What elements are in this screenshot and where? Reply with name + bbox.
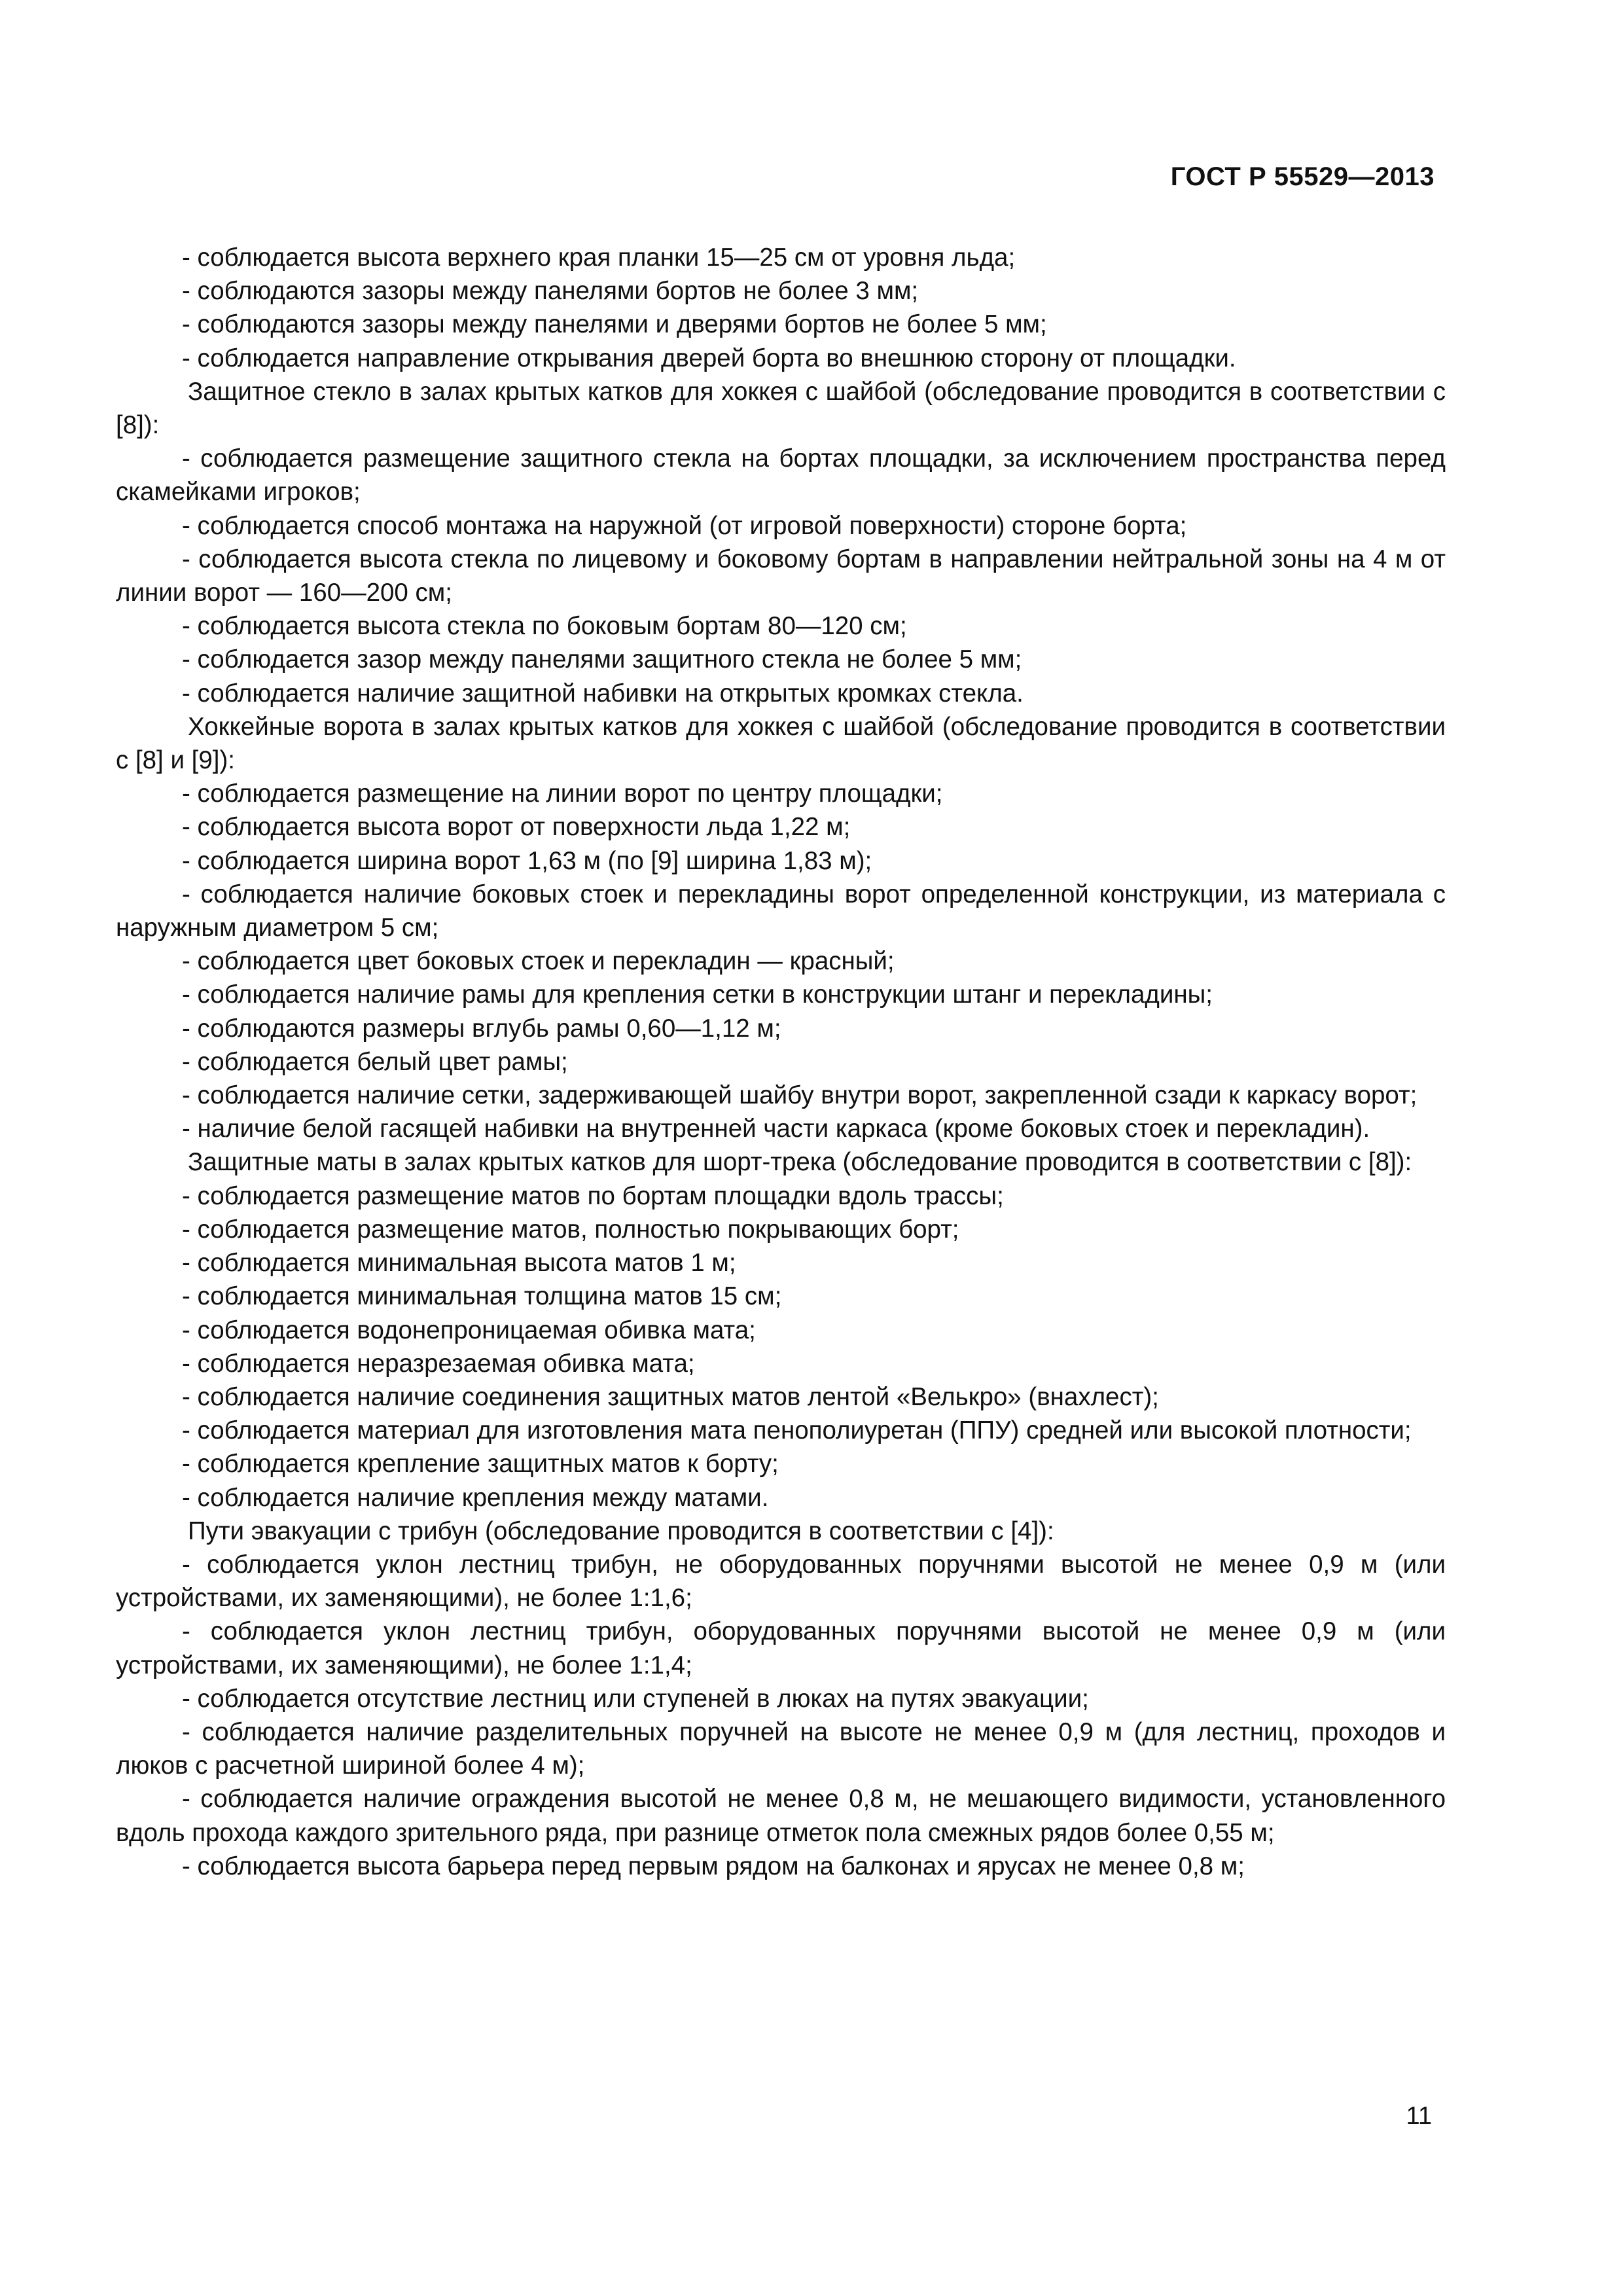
requirement-list-item: - соблюдается уклон лестниц трибун, оборудованных поручнями высотой не менее 0,9 м (или устройствами, их заменяющими), не более 1:1,4; <box>116 1617 1446 1679</box>
requirement-list-item: - соблюдается уклон лестниц трибун, не оборудованных поручнями высотой не менее 0,9 м (или устройствами, их заменяющими), не более 1:1,6; <box>116 1550 1446 1613</box>
requirement-list-item: - соблюдается высота стекла по лицевому и боковому бортам в направлении нейтральной зоны на 4 м от линии ворот — 160—200 см; <box>116 545 1446 607</box>
section-intro-paragraph: Пути эвакуации с трибун (обследование проводится в соответствии с [4]): <box>188 1516 1054 1545</box>
requirement-list-item: - соблюдается материал для изготовления мата пенополиуретан (ППУ) средней или высокой плотности; <box>182 1416 1412 1445</box>
requirement-list-item: - соблюдается высота барьера перед первым рядом на балконах и ярусах не менее 0,8 м; <box>182 1852 1245 1880</box>
requirement-list-item: - соблюдаются зазоры между панелями бортов не более 3 мм; <box>182 277 919 306</box>
section-intro-paragraph: Защитные маты в залах крытых катков для шорт-трека (обследование проводится в соответствии с [8]): <box>188 1148 1412 1177</box>
requirement-list-item: - соблюдаются размеры вглубь рамы 0,60—1,12 м; <box>182 1014 781 1043</box>
requirement-list-item: - соблюдается размещение матов, полностью покрывающих борт; <box>182 1215 959 1244</box>
document-body <box>116 241 1446 1883</box>
requirement-list-item: - соблюдается высота ворот от поверхности льда 1,22 м; <box>182 813 851 842</box>
requirement-list-item: - соблюдаются зазоры между панелями и дверями бортов не более 5 мм; <box>182 310 1047 339</box>
requirement-list-item: - соблюдается высота стекла по боковым бортам 80—120 см; <box>182 612 907 641</box>
requirement-list-item: - наличие белой гасящей набивки на внутренней части каркаса (кроме боковых стоек и перекладин). <box>182 1115 1370 1143</box>
requirement-list-item: - соблюдается наличие боковых стоек и перекладины ворот определенной конструкции, из материала с наружным диаметром 5 см; <box>116 880 1446 942</box>
requirement-list-item: - соблюдается ширина ворот 1,63 м (по [9] ширина 1,83 м); <box>182 846 872 875</box>
section-intro-paragraph: Хоккейные ворота в залах крытых катков для хоккея с шайбой (обследование проводится в соответствии с [8] и [9]): <box>116 712 1446 775</box>
requirement-list-item: - соблюдается зазор между панелями защитного стекла не более 5 мм; <box>182 645 1022 674</box>
requirement-list-item: - соблюдается способ монтажа на наружной (от игровой поверхности) стороне борта; <box>182 511 1187 540</box>
requirement-list-item: - соблюдается размещение на линии ворот по центру площадки; <box>182 780 943 808</box>
requirement-list-item: - соблюдается размещение матов по бортам площадки вдоль трассы; <box>182 1181 1004 1210</box>
requirement-list-item: - соблюдается наличие соединения защитных матов лентой «Велькро» (внахлест); <box>182 1382 1159 1411</box>
page-number: 11 <box>1406 2102 1432 2130</box>
requirement-list-item: - соблюдается наличие сетки, задерживающей шайбу внутри ворот, закрепленной сзади к каркасу ворот; <box>182 1081 1418 1110</box>
section-intro-paragraph: Защитное стекло в залах крытых катков для хоккея с шайбой (обследование проводится в соответствии с [8]): <box>116 377 1446 440</box>
requirement-list-item: - соблюдается белый цвет рамы; <box>182 1047 568 1076</box>
requirement-list-item: - соблюдается направление открывания дверей борта во внешнюю сторону от площадки. <box>182 344 1236 372</box>
requirement-list-item: - соблюдается наличие разделительных поручней на высоте не менее 0,9 м (для лестниц, проходов и люков с расчетной шириной более 4 м); <box>116 1717 1446 1780</box>
requirement-list-item: - соблюдается крепление защитных матов к борту; <box>182 1450 779 1479</box>
requirement-list-item: - соблюдается минимальная толщина матов 15 см; <box>182 1282 782 1311</box>
standard-code-header: ГОСТ Р 55529—2013 <box>1170 162 1435 191</box>
requirement-list-item: - соблюдается наличие рамы для крепления сетки в конструкции штанг и перекладины; <box>182 980 1213 1009</box>
requirement-list-item: - соблюдается наличие защитной набивки на открытых кромках стекла. <box>182 679 1024 708</box>
requirement-list-item: - соблюдается минимальная высота матов 1 м; <box>182 1249 736 1278</box>
requirement-list-item: - соблюдается наличие крепления между матами. <box>182 1483 769 1512</box>
requirement-list-item: - соблюдается цвет боковых стоек и перекладин — красный; <box>182 947 895 976</box>
requirement-list-item: - соблюдается размещение защитного стекла на бортах площадки, за исключением пространства перед скамейками игроков; <box>116 444 1446 507</box>
requirement-list-item: - соблюдается водонепроницаемая обивка мата; <box>182 1316 756 1344</box>
requirement-list-item: - соблюдается высота верхнего края планки 15—25 см от уровня льда; <box>182 243 1016 272</box>
requirement-list-item: - соблюдается отсутствие лестниц или ступеней в люках на путях эвакуации; <box>182 1684 1089 1713</box>
requirement-list-item: - соблюдается неразрезаемая обивка мата; <box>182 1349 695 1378</box>
requirement-list-item: - соблюдается наличие ограждения высотой не менее 0,8 м, не мешающего видимости, установленного вдоль прохода каждого зрительного ряда, при разнице отметок пола смежных рядов более 0,55 м; <box>116 1785 1446 1847</box>
